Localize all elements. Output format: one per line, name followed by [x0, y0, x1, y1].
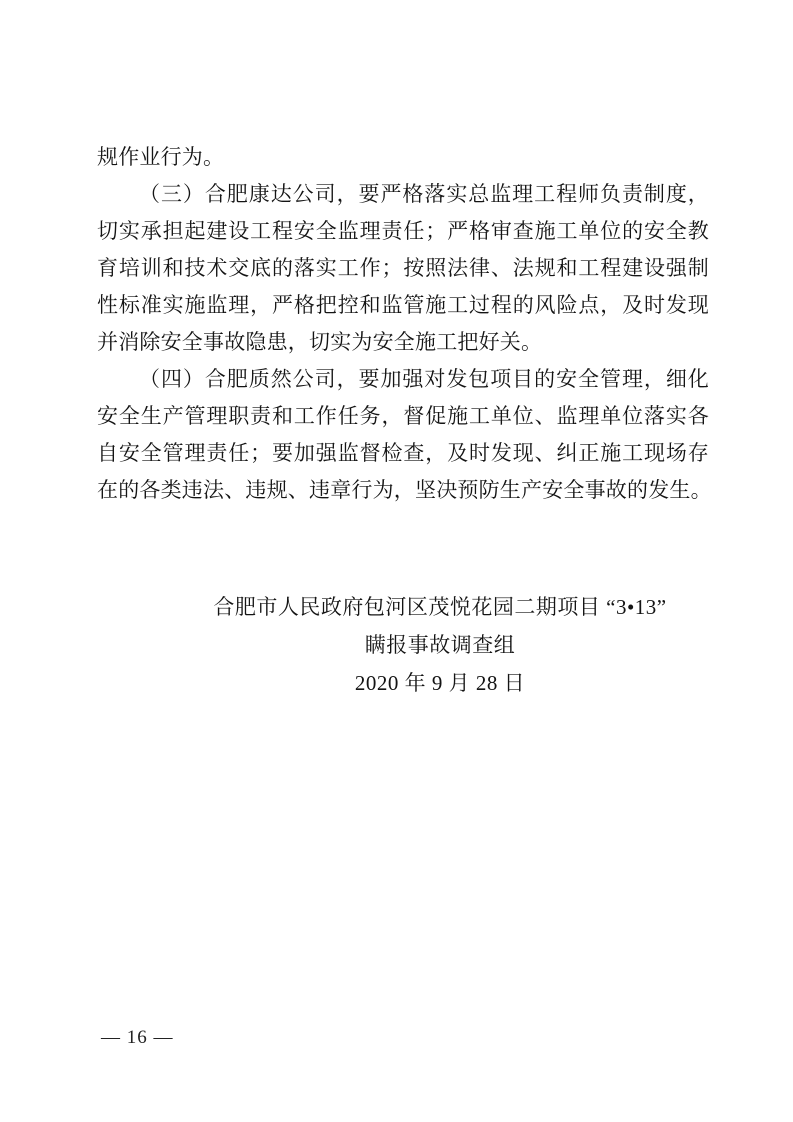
- signature-block: [180, 588, 700, 702]
- body-line: 育培训和技术交底的落实工作；按照法律、法规和工程建设强制: [97, 256, 709, 280]
- signature-date: 2020 年 9 月 28 日: [354, 671, 526, 695]
- body-line: 自安全管理责任；要加强监督检查，及时发现、纠正施工现场存: [97, 441, 709, 465]
- body-line: 规作业行为。: [97, 145, 225, 169]
- signature-org-line-1: 合肥市人民政府包河区茂悦花园二期项目 “3•13”: [213, 595, 667, 619]
- body-line: 安全生产管理职责和工作任务，督促施工单位、监理单位落实各: [97, 404, 709, 428]
- body-line: 在的各类违法、违规、违章行为，坚决预防生产安全事故的发生。: [97, 478, 712, 502]
- body-line: （四）合肥质然公司，要加强对发包项目的安全管理，细化: [139, 367, 709, 391]
- signature-org-line-2: 瞒报事故调查组: [364, 633, 516, 657]
- body-line: 并消除安全事故隐患，切实为安全施工把好关。: [97, 330, 543, 354]
- page-number: — 16 —: [101, 1027, 174, 1048]
- body-line: （三）合肥康达公司，要严格落实总监理工程师负责制度，: [139, 182, 709, 206]
- body-line: 切实承担起建设工程安全监理责任；严格审查施工单位的安全教: [97, 219, 709, 243]
- body-text-block: [97, 139, 712, 509]
- body-line: 性标准实施监理，严格把控和监管施工过程的风险点，及时发现: [97, 293, 709, 317]
